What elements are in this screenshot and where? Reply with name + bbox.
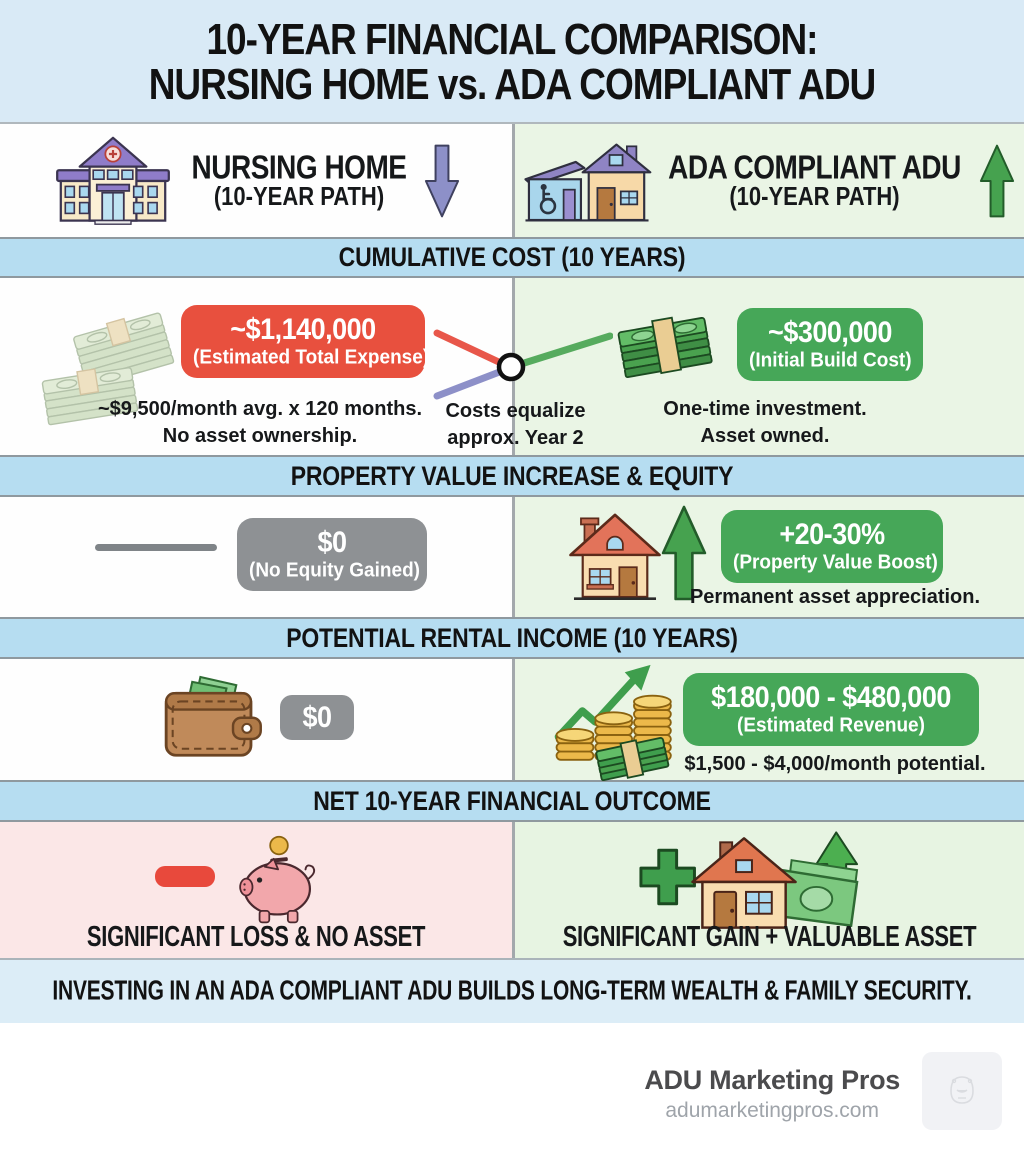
banner-net-outcome — [0, 780, 1024, 822]
banner-cumulative-cost — [0, 237, 1024, 278]
page-title-line2: NURSING HOME vs. ADA COMPLIANT ADU — [148, 59, 876, 109]
cost-crossover-lines-icon — [418, 323, 613, 408]
property-left-panel — [0, 497, 512, 617]
build-cost-badge — [737, 308, 923, 381]
rental-revenue-badge — [683, 673, 979, 746]
value-boost-label: (Property Value Boost) — [733, 551, 938, 574]
brand-logo-placeholder — [922, 1052, 1002, 1130]
adu-title: ADA COMPLIANT ADU — [668, 148, 961, 185]
rental-revenue-value: $180,000 - $480,000 — [711, 680, 951, 714]
conclusion-bar — [0, 958, 1024, 1023]
no-equity-badge — [237, 518, 427, 591]
loss-panel — [0, 822, 512, 958]
no-equity-label: (No Equity Gained) — [249, 559, 420, 582]
footer — [0, 1023, 1024, 1154]
page-title-line1: 10-YEAR FINANCIAL COMPARISON: — [206, 14, 818, 64]
banner-rental-income — [0, 617, 1024, 659]
adu-header — [512, 124, 1024, 237]
banner-rental-income-label: POTENTIAL RENTAL INCOME (10 YEARS) — [286, 621, 738, 653]
title-band — [0, 0, 1024, 122]
build-cost-label: (Initial Build Cost) — [749, 349, 912, 372]
rental-revenue-label: (Estimated Revenue) — [737, 714, 925, 737]
brand-website: adumarketingpros.com — [665, 1099, 879, 1122]
minus-icon — [155, 866, 215, 887]
banner-cumulative-cost-label: CUMULATIVE COST (10 YEARS) — [338, 241, 686, 273]
total-expense-badge — [181, 305, 430, 378]
total-expense-label: (Estimated Total Expense) — [193, 346, 430, 369]
banner-property-value — [0, 455, 1024, 497]
plus-house-money-icon — [633, 830, 861, 930]
adu-house-icon — [522, 137, 652, 225]
value-boost-value: +20-30% — [779, 517, 885, 551]
zero-rental-badge — [280, 695, 354, 740]
comparison-header-row — [0, 122, 1024, 237]
total-expense-value: ~$1,140,000 — [230, 312, 376, 346]
cumulative-cost-row — [0, 278, 1024, 455]
adu-cost-caption: One-time investment. Asset owned. — [663, 398, 867, 447]
brand-block — [644, 1065, 900, 1123]
value-boost-badge — [721, 510, 943, 583]
rental-potential-caption: $1,500 - $4,000/month potential. — [684, 753, 986, 775]
piggy-bank-icon — [226, 832, 332, 928]
adu-header-text — [668, 148, 961, 211]
gain-label: SIGNIFICANT GAIN + VALUABLE ASSET — [562, 919, 977, 953]
build-cost-value: ~$300,000 — [768, 315, 892, 349]
loss-label: SIGNIFICANT LOSS & NO ASSET — [86, 919, 426, 953]
nursing-cost-caption: ~$9,500/month avg. x 120 months. No asset ownership. — [97, 398, 422, 447]
conclusion-text: INVESTING IN AN ADA COMPLIANT ADU BUILDS LONG-TERM WEALTH & FAMILY SECURITY. — [52, 975, 972, 1006]
up-arrow-icon — [977, 144, 1017, 218]
nursing-home-title: NURSING HOME — [191, 148, 407, 185]
nursing-home-header — [0, 124, 512, 237]
wallet-icon — [158, 672, 264, 770]
nursing-home-header-text — [191, 148, 407, 211]
appreciation-caption: Permanent asset appreciation. — [689, 586, 981, 608]
house-icon — [567, 502, 663, 608]
nursing-home-icon — [50, 136, 176, 226]
flat-line-icon — [95, 544, 217, 551]
net-outcome-row — [0, 822, 1024, 958]
rental-right-panel — [512, 659, 1024, 780]
no-equity-value: $0 — [317, 525, 347, 559]
brand-name: ADU Marketing Pros — [644, 1065, 900, 1095]
zero-rental-value: $0 — [302, 700, 332, 734]
coins-growth-icon — [545, 663, 675, 781]
nursing-home-subtitle: (10-YEAR PATH) — [213, 180, 385, 211]
adu-subtitle: (10-YEAR PATH) — [729, 180, 900, 211]
property-right-panel — [512, 497, 1024, 617]
banner-property-value-label: PROPERTY VALUE INCREASE & EQUITY — [290, 459, 734, 491]
rental-income-row — [0, 659, 1024, 780]
gain-panel — [512, 822, 1024, 958]
property-value-row — [0, 497, 1024, 617]
banner-net-outcome-label: NET 10-YEAR FINANCIAL OUTCOME — [313, 784, 711, 816]
rental-left-panel — [0, 659, 512, 780]
costs-equalize-caption: Costs equalize approx. Year 2 — [445, 400, 586, 449]
cash-bundle-icon — [603, 292, 725, 392]
down-arrow-icon — [422, 144, 462, 218]
